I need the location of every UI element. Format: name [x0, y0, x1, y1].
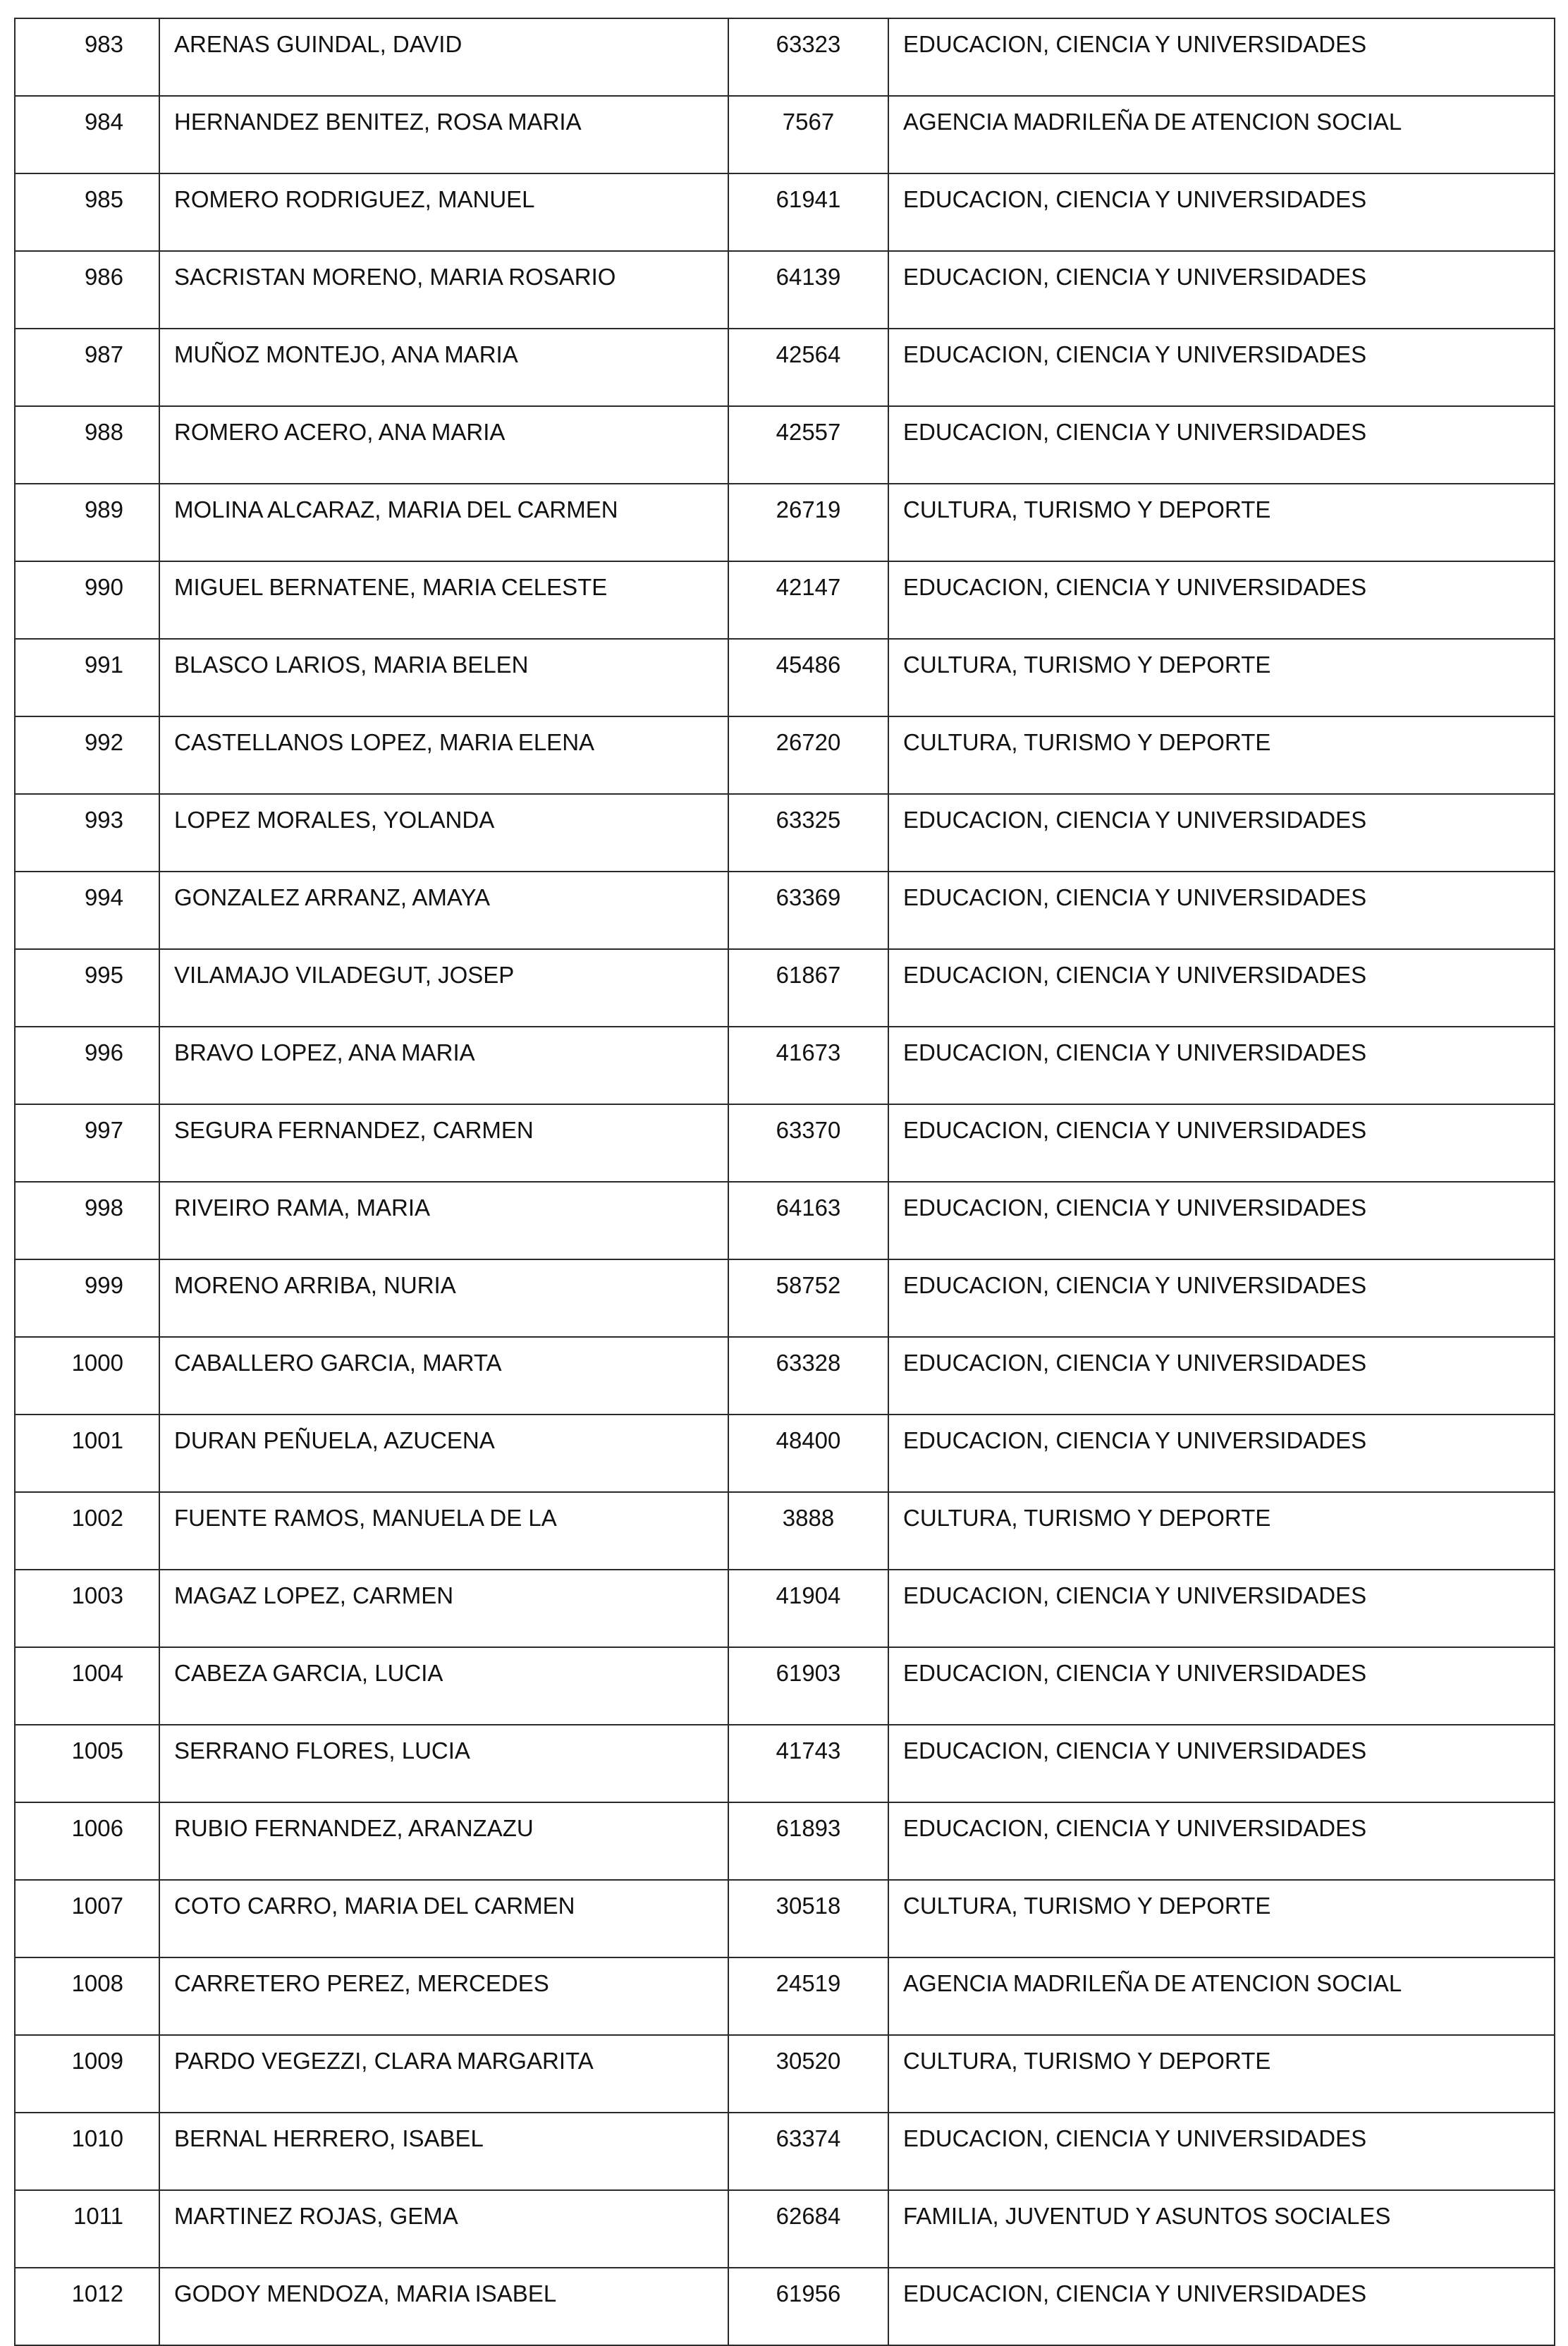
- department: FAMILIA, JUVENTUD Y ASUNTOS SOCIALES: [888, 2190, 1555, 2268]
- employee-code: 64139: [728, 251, 888, 329]
- employee-code: 61867: [728, 949, 888, 1027]
- employee-name: BLASCO LARIOS, MARIA BELEN: [159, 639, 728, 716]
- row-number: 991: [15, 639, 159, 716]
- employee-code: 45486: [728, 639, 888, 716]
- employee-code: 62684: [728, 2190, 888, 2268]
- row-number: 1008: [15, 1957, 159, 2035]
- employee-name: RUBIO FERNANDEZ, ARANZAZU: [159, 1802, 728, 1880]
- department: EDUCACION, CIENCIA Y UNIVERSIDADES: [888, 1725, 1555, 1802]
- employee-name: COTO CARRO, MARIA DEL CARMEN: [159, 1880, 728, 1957]
- row-number: 1001: [15, 1415, 159, 1492]
- employee-name: SERRANO FLORES, LUCIA: [159, 1725, 728, 1802]
- table-row: [15, 329, 1555, 406]
- table-row: [15, 18, 1555, 96]
- employee-code: 26719: [728, 484, 888, 561]
- row-number: 1004: [15, 1647, 159, 1725]
- employee-name: GONZALEZ ARRANZ, AMAYA: [159, 872, 728, 949]
- table-row: [15, 716, 1555, 794]
- employee-code: 41743: [728, 1725, 888, 1802]
- table-row: [15, 2035, 1555, 2113]
- table-row: [15, 2113, 1555, 2190]
- employee-code: 61941: [728, 173, 888, 251]
- department: EDUCACION, CIENCIA Y UNIVERSIDADES: [888, 1802, 1555, 1880]
- table-row: [15, 872, 1555, 949]
- row-number: 992: [15, 716, 159, 794]
- employee-name: MORENO ARRIBA, NURIA: [159, 1259, 728, 1337]
- department: CULTURA, TURISMO Y DEPORTE: [888, 639, 1555, 716]
- table-row: [15, 1802, 1555, 1880]
- row-number: 1010: [15, 2113, 159, 2190]
- employee-name: VILAMAJO VILADEGUT, JOSEP: [159, 949, 728, 1027]
- row-number: 1011: [15, 2190, 159, 2268]
- table-row: [15, 1880, 1555, 1957]
- employee-name: ROMERO RODRIGUEZ, MANUEL: [159, 173, 728, 251]
- employee-name: LOPEZ MORALES, YOLANDA: [159, 794, 728, 872]
- row-number: 998: [15, 1182, 159, 1259]
- employee-name: MIGUEL BERNATENE, MARIA CELESTE: [159, 561, 728, 639]
- table-row: [15, 251, 1555, 329]
- employee-name: SEGURA FERNANDEZ, CARMEN: [159, 1104, 728, 1182]
- employee-code: 63323: [728, 18, 888, 96]
- table-row: [15, 2268, 1555, 2345]
- row-number: 999: [15, 1259, 159, 1337]
- table-row: [15, 1570, 1555, 1647]
- table-row: [15, 639, 1555, 716]
- employee-code: 61903: [728, 1647, 888, 1725]
- department: EDUCACION, CIENCIA Y UNIVERSIDADES: [888, 18, 1555, 96]
- employee-code: 30520: [728, 2035, 888, 2113]
- employee-name: CARRETERO PEREZ, MERCEDES: [159, 1957, 728, 2035]
- personnel-table-body: [15, 18, 1555, 2345]
- row-number: 983: [15, 18, 159, 96]
- table-row: [15, 1182, 1555, 1259]
- table-row: [15, 1104, 1555, 1182]
- department: EDUCACION, CIENCIA Y UNIVERSIDADES: [888, 1647, 1555, 1725]
- department: EDUCACION, CIENCIA Y UNIVERSIDADES: [888, 1337, 1555, 1415]
- department: CULTURA, TURISMO Y DEPORTE: [888, 1880, 1555, 1957]
- department: EDUCACION, CIENCIA Y UNIVERSIDADES: [888, 561, 1555, 639]
- employee-code: 61956: [728, 2268, 888, 2345]
- row-number: 1000: [15, 1337, 159, 1415]
- row-number: 988: [15, 406, 159, 484]
- department: EDUCACION, CIENCIA Y UNIVERSIDADES: [888, 2113, 1555, 2190]
- department: EDUCACION, CIENCIA Y UNIVERSIDADES: [888, 1027, 1555, 1104]
- table-row: [15, 1337, 1555, 1415]
- department: AGENCIA MADRILEÑA DE ATENCION SOCIAL: [888, 96, 1555, 173]
- department: EDUCACION, CIENCIA Y UNIVERSIDADES: [888, 173, 1555, 251]
- table-row: [15, 1259, 1555, 1337]
- personnel-table: [14, 18, 1555, 2346]
- row-number: 989: [15, 484, 159, 561]
- employee-code: 48400: [728, 1415, 888, 1492]
- row-number: 986: [15, 251, 159, 329]
- employee-code: 58752: [728, 1259, 888, 1337]
- employee-code: 63328: [728, 1337, 888, 1415]
- employee-code: 24519: [728, 1957, 888, 2035]
- employee-name: MOLINA ALCARAZ, MARIA DEL CARMEN: [159, 484, 728, 561]
- department: EDUCACION, CIENCIA Y UNIVERSIDADES: [888, 872, 1555, 949]
- employee-name: BERNAL HERRERO, ISABEL: [159, 2113, 728, 2190]
- employee-name: FUENTE RAMOS, MANUELA DE LA: [159, 1492, 728, 1570]
- table-row: [15, 1725, 1555, 1802]
- table-row: [15, 949, 1555, 1027]
- department: EDUCACION, CIENCIA Y UNIVERSIDADES: [888, 1259, 1555, 1337]
- department: EDUCACION, CIENCIA Y UNIVERSIDADES: [888, 949, 1555, 1027]
- employee-code: 30518: [728, 1880, 888, 1957]
- row-number: 984: [15, 96, 159, 173]
- employee-code: 41904: [728, 1570, 888, 1647]
- employee-name: SACRISTAN MORENO, MARIA ROSARIO: [159, 251, 728, 329]
- department: EDUCACION, CIENCIA Y UNIVERSIDADES: [888, 2268, 1555, 2345]
- row-number: 1009: [15, 2035, 159, 2113]
- department: EDUCACION, CIENCIA Y UNIVERSIDADES: [888, 1570, 1555, 1647]
- row-number: 1007: [15, 1880, 159, 1957]
- row-number: 1012: [15, 2268, 159, 2345]
- row-number: 997: [15, 1104, 159, 1182]
- employee-code: 63374: [728, 2113, 888, 2190]
- employee-name: PARDO VEGEZZI, CLARA MARGARITA: [159, 2035, 728, 2113]
- employee-name: MUÑOZ MONTEJO, ANA MARIA: [159, 329, 728, 406]
- employee-code: 3888: [728, 1492, 888, 1570]
- department: EDUCACION, CIENCIA Y UNIVERSIDADES: [888, 1182, 1555, 1259]
- employee-name: HERNANDEZ BENITEZ, ROSA MARIA: [159, 96, 728, 173]
- table-row: [15, 484, 1555, 561]
- table-row: [15, 1957, 1555, 2035]
- table-row: [15, 96, 1555, 173]
- row-number: 993: [15, 794, 159, 872]
- department: EDUCACION, CIENCIA Y UNIVERSIDADES: [888, 1415, 1555, 1492]
- employee-name: CASTELLANOS LOPEZ, MARIA ELENA: [159, 716, 728, 794]
- department: CULTURA, TURISMO Y DEPORTE: [888, 484, 1555, 561]
- department: EDUCACION, CIENCIA Y UNIVERSIDADES: [888, 1104, 1555, 1182]
- employee-name: GODOY MENDOZA, MARIA ISABEL: [159, 2268, 728, 2345]
- employee-name: CABEZA GARCIA, LUCIA: [159, 1647, 728, 1725]
- employee-code: 41673: [728, 1027, 888, 1104]
- table-row: [15, 1027, 1555, 1104]
- employee-name: BRAVO LOPEZ, ANA MARIA: [159, 1027, 728, 1104]
- row-number: 1006: [15, 1802, 159, 1880]
- employee-name: CABALLERO GARCIA, MARTA: [159, 1337, 728, 1415]
- row-number: 996: [15, 1027, 159, 1104]
- row-number: 1002: [15, 1492, 159, 1570]
- department: CULTURA, TURISMO Y DEPORTE: [888, 2035, 1555, 2113]
- employee-name: DURAN PEÑUELA, AZUCENA: [159, 1415, 728, 1492]
- table-row: [15, 173, 1555, 251]
- department: EDUCACION, CIENCIA Y UNIVERSIDADES: [888, 794, 1555, 872]
- employee-code: 42557: [728, 406, 888, 484]
- employee-code: 64163: [728, 1182, 888, 1259]
- department: AGENCIA MADRILEÑA DE ATENCION SOCIAL: [888, 1957, 1555, 2035]
- table-row: [15, 1647, 1555, 1725]
- employee-code: 7567: [728, 96, 888, 173]
- row-number: 994: [15, 872, 159, 949]
- employee-name: ARENAS GUINDAL, DAVID: [159, 18, 728, 96]
- department: EDUCACION, CIENCIA Y UNIVERSIDADES: [888, 329, 1555, 406]
- row-number: 1003: [15, 1570, 159, 1647]
- employee-name: RIVEIRO RAMA, MARIA: [159, 1182, 728, 1259]
- row-number: 1005: [15, 1725, 159, 1802]
- row-number: 995: [15, 949, 159, 1027]
- department: EDUCACION, CIENCIA Y UNIVERSIDADES: [888, 251, 1555, 329]
- row-number: 987: [15, 329, 159, 406]
- employee-code: 42147: [728, 561, 888, 639]
- department: CULTURA, TURISMO Y DEPORTE: [888, 716, 1555, 794]
- employee-code: 63370: [728, 1104, 888, 1182]
- employee-code: 42564: [728, 329, 888, 406]
- employee-name: MAGAZ LOPEZ, CARMEN: [159, 1570, 728, 1647]
- table-row: [15, 2190, 1555, 2268]
- employee-name: MARTINEZ ROJAS, GEMA: [159, 2190, 728, 2268]
- department: CULTURA, TURISMO Y DEPORTE: [888, 1492, 1555, 1570]
- table-row: [15, 406, 1555, 484]
- table-row: [15, 794, 1555, 872]
- employee-code: 26720: [728, 716, 888, 794]
- employee-code: 63325: [728, 794, 888, 872]
- employee-code: 61893: [728, 1802, 888, 1880]
- table-row: [15, 1415, 1555, 1492]
- table-row: [15, 1492, 1555, 1570]
- employee-name: ROMERO ACERO, ANA MARIA: [159, 406, 728, 484]
- row-number: 985: [15, 173, 159, 251]
- row-number: 990: [15, 561, 159, 639]
- table-row: [15, 561, 1555, 639]
- employee-code: 63369: [728, 872, 888, 949]
- department: EDUCACION, CIENCIA Y UNIVERSIDADES: [888, 406, 1555, 484]
